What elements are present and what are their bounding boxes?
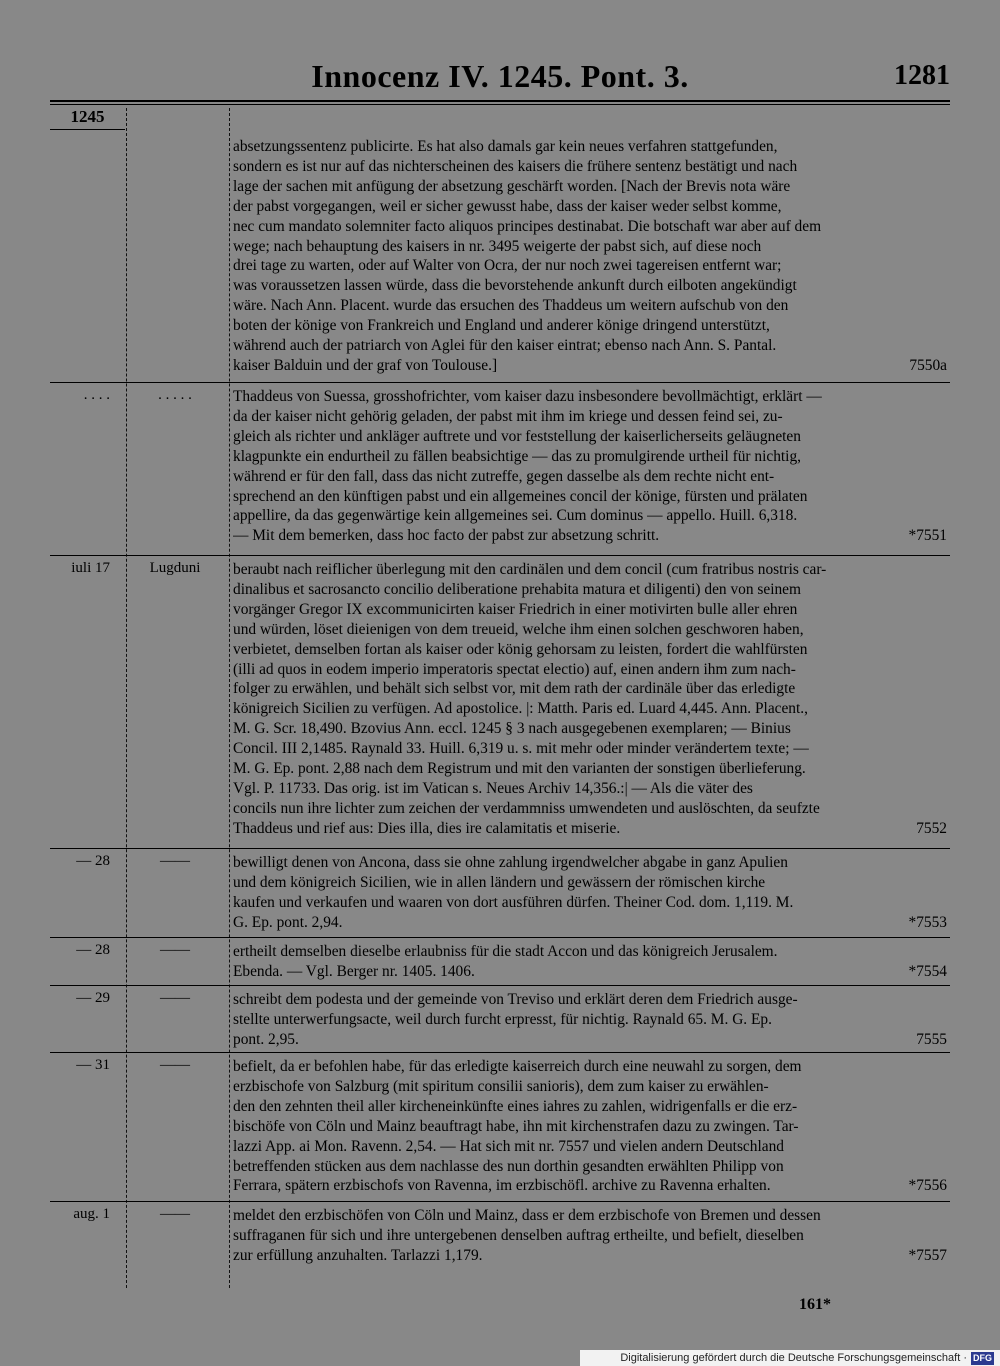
entry-separator: [50, 382, 950, 383]
entry-number: *7556: [908, 1177, 947, 1195]
entry-line: bischöfe von Cöln und Mainz beauftragt habe, ihn mit kirchenstrafen dazu zu zwingen. Tar-: [233, 1117, 799, 1135]
entry-line: da der kaiser nicht gehörig geladen, der pabst mit ihm im kriege und dessen feind sei, zu-: [233, 407, 783, 425]
entry-line: suffraganen für sich und ihre untergebenen denselben auftrag ertheilte, und befielt, dieselben: [233, 1226, 804, 1244]
entry-date: — 28: [76, 942, 110, 958]
entry-line: wege; nach behauptung des kaisers in nr. 3495 weigerte der pabst sich, auf diese noch: [233, 237, 762, 255]
entry-line: dinalibus et sacrosancto concilio deliberatione prehabita matura et diligenti) den von seinem: [233, 580, 801, 598]
entry-line: Ferrara, spätern erzbischofs von Ravenna, im erzbischöfl. archive zu Ravenna erhalten.: [233, 1177, 771, 1195]
entry-line: pont. 2,95.: [233, 1030, 299, 1048]
entry-line: der pabst vorgegangen, weil er sicher gewusst habe, dass der kaiser weder selbst komme,: [233, 197, 782, 215]
entry-text: [233, 1057, 947, 1196]
entry-line: schreibt dem podesta und der gemeinde von Treviso und erklärt deren dem Friedrich ausge-: [233, 991, 798, 1008]
entry-line: M. G. Scr. 18,490. Bzovius Ann. eccl. 1245 § 3 nach ausgegebenen exemplaren; — Binius: [233, 720, 791, 738]
entry-date: aug. 1: [73, 1206, 110, 1222]
entry-line: lazzi App. ai Mon. Ravenn. 2,54. — Hat sich mit nr. 7557 und vielen andern Deutschland: [233, 1137, 784, 1155]
entry-line: betreffenden stücken aus dem nachlasse des nun dorthin gesandten erwählten Philipp von: [233, 1157, 784, 1175]
entry-place: . . . . .: [158, 387, 192, 403]
entry-line: kaiser Balduin und der graf von Toulouse.]: [233, 356, 498, 374]
entry-place: ——: [160, 1206, 190, 1222]
entry-separator: [50, 1201, 950, 1202]
entry-line: sprechend an den künftigen pabst und ein allgemeines concil der könige, fürsten und prälaten: [233, 487, 808, 505]
entry-place: Lugduni: [149, 560, 201, 576]
entry-line: G. Ep. pont. 2,94.: [233, 913, 343, 931]
entry-date: . . . .: [83, 387, 110, 403]
entry-line: erzbischofe von Salzburg (mit spiritum consilii sanioris), dem zum kaiser zu erwählen-: [233, 1077, 769, 1095]
entry-text: [233, 137, 947, 376]
entry-line: was voraussetzen lassen würde, dass die bevorstehende ankunft durch eilboten angekündigt: [233, 277, 797, 295]
entry-line: und würden, löset dieienigen von dem treueid, welche ihm einen solchen geschworen haben,: [233, 620, 804, 638]
entry-line: ertheilt demselben dieselbe erlaubniss für die stadt Accon und das königreich Jerusalem.: [233, 943, 778, 960]
entry-line: concils nun ihre lichter zum zeichen der verdammniss umwendeten und auslöschten, da seufzte: [233, 799, 820, 817]
entry-line: vorgänger Gregor IX excommunicirten kaiser Friedrich in einer motivirten bulle aller ehren: [233, 600, 798, 618]
entry-line: Vgl. P. 11733. Das orig. ist im Vatican s. Neues Archiv 14,356.:| — Als die väter des: [233, 779, 753, 797]
entry-line: den den zehnten theil aller kircheneinkünfte eines iahres zu zahlen, widrigenfalls er die erz-: [233, 1097, 798, 1115]
entry-text: [233, 560, 947, 839]
entry-number: *7554: [908, 962, 947, 980]
entry-text: [233, 1206, 947, 1266]
funding-footer: [580, 1350, 1000, 1366]
entry-number: *7557: [908, 1246, 947, 1264]
entry-line: beraubt nach reiflicher überlegung mit den cardinälen und dem concil (cum fratribus nostris car-: [233, 561, 827, 578]
entry-separator: [50, 555, 950, 556]
signature-mark: 161*: [799, 1296, 831, 1313]
entry-line: verbietet, demselben fortan als kaiser oder könig gehorsam zu leisten, fordert die wahlfürsten: [233, 640, 808, 658]
entry-line: zur erfüllung anzuhalten. Tarlazzi 1,179.: [233, 1246, 483, 1264]
entry-line: Concil. III 2,1485. Raynald 33. Huill. 6,319 u. s. mit mehr oder minder verändertem texte; —: [233, 740, 809, 758]
entry-line: Thaddeus von Suessa, grosshofrichter, vom kaiser dazu insbesondere bevollmächtigt, erklärt —: [233, 388, 822, 405]
entry-line: bewilligt denen von Ancona, dass sie ohne zahlung irgendwelcher abgabe in ganz Apulien: [233, 854, 788, 871]
entry-separator: [50, 937, 950, 938]
entry-date: — 31: [76, 1057, 110, 1073]
entry-line: klagpunkte ein endurtheil zu fällen beabsichtige — das zu promulgirende urtheil für nichtig,: [233, 447, 801, 465]
entry-place: ——: [160, 942, 190, 958]
year-label: 1245: [50, 107, 125, 130]
dfg-logo: DFG: [973, 1353, 992, 1363]
entry-line: lage der sachen mit anfügung der absetzung geschärft worden. [Nach der Brevis nota wäre: [233, 177, 791, 195]
entry-line: folger zu erwählen, und behält sich selbst vor, mit dem rath der cardinäle über das erledigte: [233, 680, 796, 698]
entry-line: meldet den erzbischöfen von Cöln und Mainz, dass er dem erzbischofe von Bremen und dessen: [233, 1207, 821, 1224]
entry-text: [233, 942, 947, 982]
entry-place: ——: [160, 1057, 190, 1073]
entry-date: iuli 17: [71, 560, 110, 576]
header-rule: [50, 100, 950, 105]
column-divider-left: [126, 108, 127, 1288]
entry-line: Thaddeus und rief aus: Dies illa, dies ire calamitatis et miserie.: [233, 819, 621, 837]
entry-separator: [50, 985, 950, 986]
entry-number: *7553: [908, 913, 947, 931]
entry-text: [233, 990, 947, 1050]
entry-line: wäre. Nach Ann. Placent. wurde das ersuchen des Thaddeus um weitern aufschub von den: [233, 297, 789, 315]
column-divider-right: [229, 108, 230, 1288]
page-number: 1281: [894, 60, 950, 91]
entry-separator: [50, 1052, 950, 1053]
entry-place: ——: [160, 990, 190, 1006]
entry-text: [233, 387, 947, 546]
entry-line: kaufen und verkaufen und waaren von dort ausführen dürfen. Theiner Cod. dom. 1,119. M.: [233, 893, 794, 911]
entry-line: absetzungssentenz publicirte. Es hat also damals gar kein neues verfahren stattgefunden,: [233, 138, 778, 155]
entry-place: ——: [160, 853, 190, 869]
entry-line: befielt, da er befohlen habe, für das erledigte kaiserreich durch eine neuwahl zu sorgen, dem: [233, 1058, 802, 1075]
entry-line: sondern es ist nur auf das nichterscheinen des kaisers die frühere sentenz bestätigt und nach: [233, 157, 798, 175]
entry-date: — 29: [76, 990, 110, 1006]
entry-number: *7551: [908, 527, 947, 545]
entry-separator: [50, 848, 950, 849]
entry-line: nec cum mandato solemniter facto aliquos principes destinabat. Die botschaft war aber auf dem: [233, 217, 822, 235]
entry-text: [233, 853, 947, 933]
entry-line: (illi ad quos in eodem imperio imperatoris spectat electio) auf, einen andern ihm zum nach-: [233, 660, 796, 678]
entry-number: 7550a: [909, 356, 947, 374]
entry-line: boten der könige von Frankreich und England und anderer könige dringend unterstützt,: [233, 317, 770, 335]
entry-line: stellte unterwerfungsacte, weil durch furcht erpresst, für nichtig. Raynald 65. M. G. Ep.: [233, 1010, 772, 1028]
entry-line: während auch der patriarch von Aglei für den kaiser eintrat; ebenso nach Ann. S. Pantal.: [233, 337, 777, 355]
entry-line: königreich Sicilien zu verfügen. Ad apostolice. |: Matth. Paris ed. Luard 4,445. Ann. Placent.,: [233, 700, 808, 718]
entry-line: und dem königreich Sicilien, wie in allen ländern und gewässern der römischen kirche: [233, 873, 766, 891]
entry-line: — Mit dem bemerken, dass hoc facto der pabst zur absetzung schritt.: [233, 527, 660, 545]
entry-line: drei tage zu warten, oder auf Walter von Ocra, der nur noch zwei tagereisen entfernt war;: [233, 257, 782, 275]
entry-line: gleich als richter und ankläger auftrete und vor feststellung der kaiserlicherseits geläugneten: [233, 427, 801, 445]
entry-line: während er für den fall, dass das nicht zutreffe, gegen dasselbe als dem rechte nicht ent-: [233, 467, 775, 485]
entry-number: 7552: [916, 819, 947, 837]
entry-line: Ebenda. — Vgl. Berger nr. 1405. 1406.: [233, 962, 475, 980]
entry-number: 7555: [916, 1030, 947, 1048]
entry-date: — 28: [76, 853, 110, 869]
entry-line: M. G. Ep. pont. 2,88 nach dem Registrum und mit den varianten der sonstigen überlieferung.: [233, 760, 806, 778]
entry-line: appellire, da das gegenwärtige kein allgemeines sei. Cum dominus — appello. Huill. 6,318.: [233, 507, 798, 525]
page-header-title: Innocenz IV. 1245. Pont. 3.: [311, 58, 689, 94]
funding-note: Digitalisierung gefördert durch die Deutsche Forschungsgemeinschaft ·: [620, 1352, 967, 1364]
